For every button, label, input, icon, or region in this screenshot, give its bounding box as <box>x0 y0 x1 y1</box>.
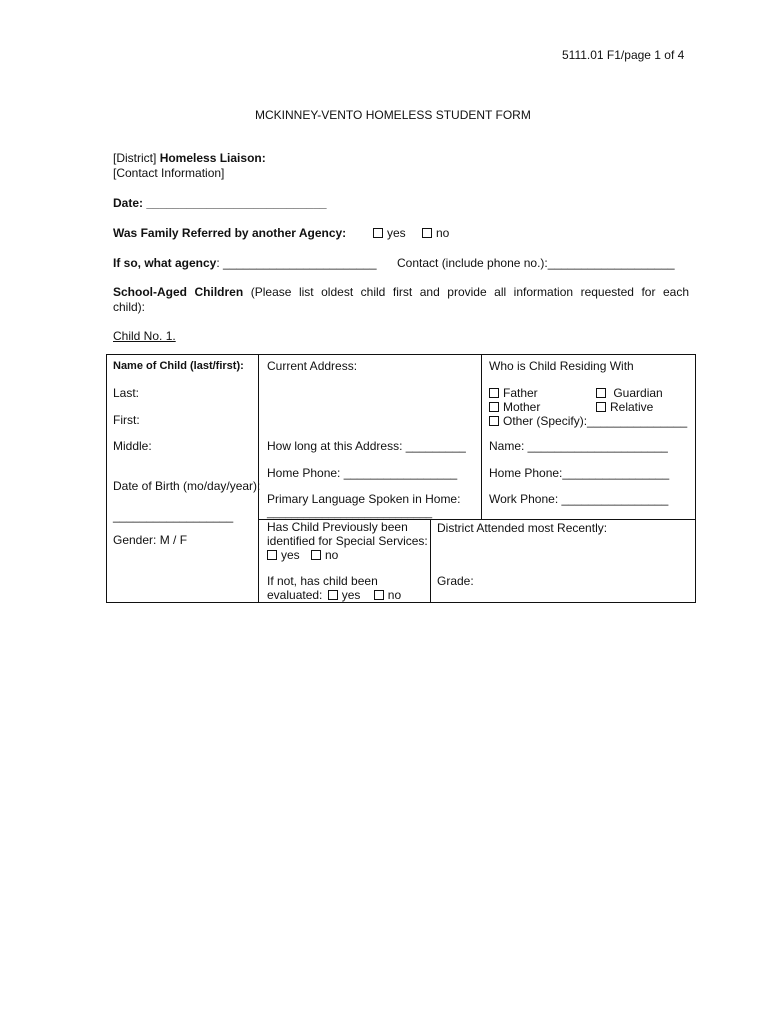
evaluated-yes-option[interactable] <box>328 588 361 602</box>
checkbox-icon[interactable] <box>489 388 499 398</box>
special-services-no-label: no <box>325 548 339 562</box>
agency-contact-row <box>397 256 675 270</box>
how-long-at-address[interactable]: How long at this Address: _________ <box>267 439 466 453</box>
date-label: Date: <box>113 196 144 210</box>
school-aged-intro <box>113 285 689 299</box>
referred-no-label: no <box>436 226 450 240</box>
table-border-top <box>106 354 696 355</box>
liaison-label: Homeless Liaison: <box>159 151 266 165</box>
district-placeholder: [District] <box>113 151 157 165</box>
table-border-left <box>106 354 107 603</box>
form-title: MCKINNEY-VENTO HOMELESS STUDENT FORM <box>255 108 531 122</box>
referred-yes-label: yes <box>387 226 406 240</box>
special-services-label-1: Has Child Previously been <box>267 520 408 534</box>
child-heading: Child No. 1. <box>113 329 176 343</box>
evaluated-no-label: no <box>387 588 402 602</box>
father-option[interactable] <box>489 386 538 400</box>
checkbox-icon[interactable] <box>328 590 338 600</box>
referred-label: Was Family Referred by another Agency: <box>113 226 347 240</box>
father-label: Father <box>503 386 538 400</box>
referred-yes-option[interactable] <box>373 226 406 240</box>
guardian-name-field[interactable]: Name: _____________________ <box>489 439 668 453</box>
referred-row <box>113 226 346 240</box>
date-field[interactable]: ___________________________ <box>146 196 327 210</box>
checkbox-icon[interactable] <box>422 228 432 238</box>
residing-with-header: Who is Child Residing With <box>489 359 634 373</box>
evaluated-label-2: evaluated: <box>267 588 323 602</box>
evaluated-row <box>267 588 401 602</box>
checkbox-icon[interactable] <box>311 550 321 560</box>
first-name-label: First: <box>113 413 140 427</box>
agency-row <box>113 256 377 270</box>
district-attended-label: District Attended most Recently: <box>437 521 608 535</box>
relative-label: Relative <box>610 400 654 414</box>
guardian-label: Guardian <box>613 386 663 400</box>
contact-information: [Contact Information] <box>113 166 225 180</box>
evaluated-no-option[interactable] <box>374 588 401 602</box>
agency-label: If so, what agency <box>113 256 217 270</box>
school-aged-text-cont: child): <box>113 300 146 314</box>
current-address-label: Current Address: <box>267 359 358 373</box>
table-border-right <box>695 354 696 603</box>
work-phone-field[interactable]: Work Phone: ________________ <box>489 492 669 506</box>
last-name-label: Last: <box>113 386 140 400</box>
checkbox-icon[interactable] <box>596 402 606 412</box>
name-of-child-header: Name of Child (last/first): <box>113 360 244 372</box>
checkbox-icon[interactable] <box>373 228 383 238</box>
table-border-bottom <box>106 602 696 603</box>
evaluated-yes-label: yes <box>341 588 361 602</box>
special-services-label-2: identified for Special Services: <box>267 534 428 548</box>
agency-field[interactable]: : _______________________ <box>216 256 377 270</box>
special-services-yes-label: yes <box>281 548 300 562</box>
agency-contact-field[interactable]: ___________________ <box>547 256 675 270</box>
table-divider-lower <box>430 519 431 603</box>
school-aged-text: (Please list oldest child first and provide all information requested for each <box>250 285 690 299</box>
grade-label: Grade: <box>437 574 474 588</box>
date-row <box>113 196 327 210</box>
primary-language-label: Primary Language Spoken in Home: <box>267 492 461 506</box>
special-services-no-option[interactable] <box>311 548 338 562</box>
liaison-line <box>113 151 266 165</box>
other-label: Other (Specify):_______________ <box>503 414 688 428</box>
other-option[interactable] <box>489 414 687 428</box>
table-divider-col3 <box>481 354 482 519</box>
agency-contact-label: Contact (include phone no.): <box>397 256 548 270</box>
date-of-birth-label: Date of Birth (mo/day/year): <box>113 479 261 493</box>
date-of-birth-field[interactable]: __________________ <box>113 509 234 523</box>
guardian-option[interactable] <box>596 386 663 400</box>
middle-name-label: Middle: <box>113 439 152 453</box>
mother-option[interactable] <box>489 400 540 414</box>
referred-no-option[interactable] <box>422 226 449 240</box>
primary-language-field[interactable]: ___________________________ <box>267 507 433 519</box>
checkbox-icon[interactable] <box>489 402 499 412</box>
guardian-home-phone-field[interactable]: Home Phone:________________ <box>489 466 670 480</box>
gender-label: Gender: M / F <box>113 533 188 547</box>
special-services-yes-option[interactable] <box>267 548 300 562</box>
checkbox-icon[interactable] <box>489 416 499 426</box>
mother-label: Mother <box>503 400 541 414</box>
evaluated-label-1: If not, has child been <box>267 574 378 588</box>
relative-option[interactable] <box>596 400 653 414</box>
checkbox-icon[interactable] <box>596 388 606 398</box>
checkbox-icon[interactable] <box>267 550 277 560</box>
home-phone-field[interactable]: Home Phone: _________________ <box>267 466 458 480</box>
page-reference: 5111.01 F1/page 1 of 4 <box>562 48 685 62</box>
school-aged-label: School-Aged Children <box>113 285 244 299</box>
checkbox-icon[interactable] <box>374 590 384 600</box>
